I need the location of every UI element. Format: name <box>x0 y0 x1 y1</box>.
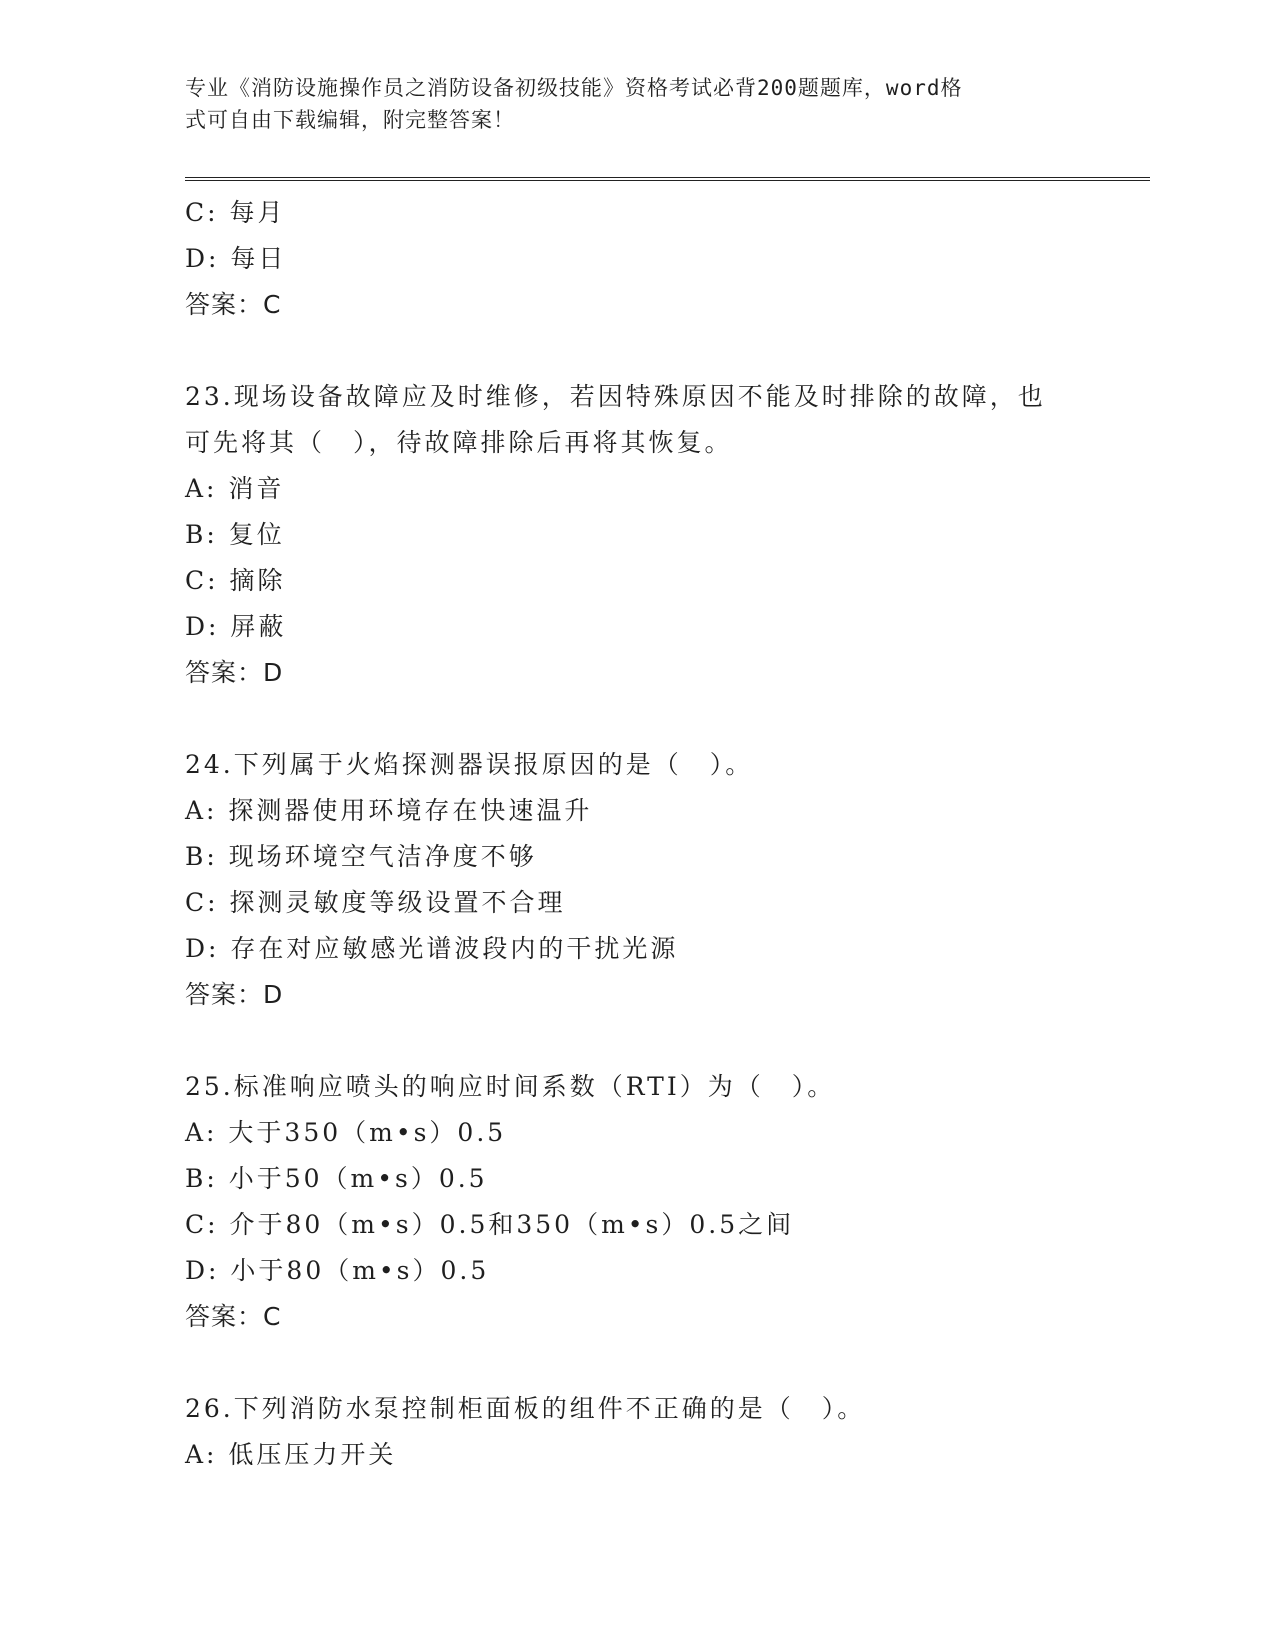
option-c: C: 探测灵敏度等级设置不合理 <box>185 888 566 917</box>
question-25 <box>185 1064 1125 1340</box>
header-line-1: 专业《消防设施操作员之消防设备初级技能》资格考试必背200题题库，word格 <box>185 76 963 100</box>
question-list <box>185 190 1125 1478</box>
option-c: C: 介于80（m•s）0.5和350（m•s）0.5之间 <box>185 1210 795 1239</box>
question-22-tail <box>185 190 1125 328</box>
option-b: B: 现场环境空气洁净度不够 <box>185 842 537 871</box>
question-text: 24.下列属于火焰探测器误报原因的是（ ）。 <box>185 750 754 779</box>
page-header <box>185 72 1065 136</box>
question-23 <box>185 374 1125 696</box>
question-text: 25.标准响应喷头的响应时间系数（RTI）为（ ）。 <box>185 1072 836 1101</box>
spacer <box>185 328 1125 374</box>
question-text: 可先将其（ ），待故障排除后再将其恢复。 <box>185 428 733 457</box>
option-b: B: 复位 <box>185 520 285 549</box>
header-divider <box>185 177 1150 181</box>
answer: 答案：C <box>185 290 282 319</box>
header-line-2: 式可自由下载编辑，附完整答案！ <box>185 108 515 132</box>
spacer <box>185 1340 1125 1386</box>
option-a: A: 大于350（m•s）0.5 <box>185 1118 507 1147</box>
option-d: D: 小于80（m•s）0.5 <box>185 1256 490 1285</box>
option-a: A: 消音 <box>185 474 285 503</box>
option-d: D: 每日 <box>185 244 287 273</box>
answer: 答案：D <box>185 980 284 1009</box>
spacer <box>185 1018 1125 1064</box>
option-c: C: 摘除 <box>185 566 286 595</box>
question-text: 23.现场设备故障应及时维修，若因特殊原因不能及时排除的故障，也 <box>185 382 1046 411</box>
option-d: D: 存在对应敏感光谱波段内的干扰光源 <box>185 934 679 963</box>
answer: 答案：C <box>185 1302 282 1331</box>
option-c: C: 每月 <box>185 198 286 227</box>
question-24 <box>185 742 1125 1018</box>
option-a: A: 低压压力开关 <box>185 1440 397 1469</box>
option-b: B: 小于50（m•s）0.5 <box>185 1164 488 1193</box>
question-text: 26.下列消防水泵控制柜面板的组件不正确的是（ ）。 <box>185 1394 866 1423</box>
option-a: A: 探测器使用环境存在快速温升 <box>185 796 593 825</box>
answer: 答案：D <box>185 658 284 687</box>
option-d: D: 屏蔽 <box>185 612 287 641</box>
spacer <box>185 696 1125 742</box>
question-26 <box>185 1386 1125 1478</box>
